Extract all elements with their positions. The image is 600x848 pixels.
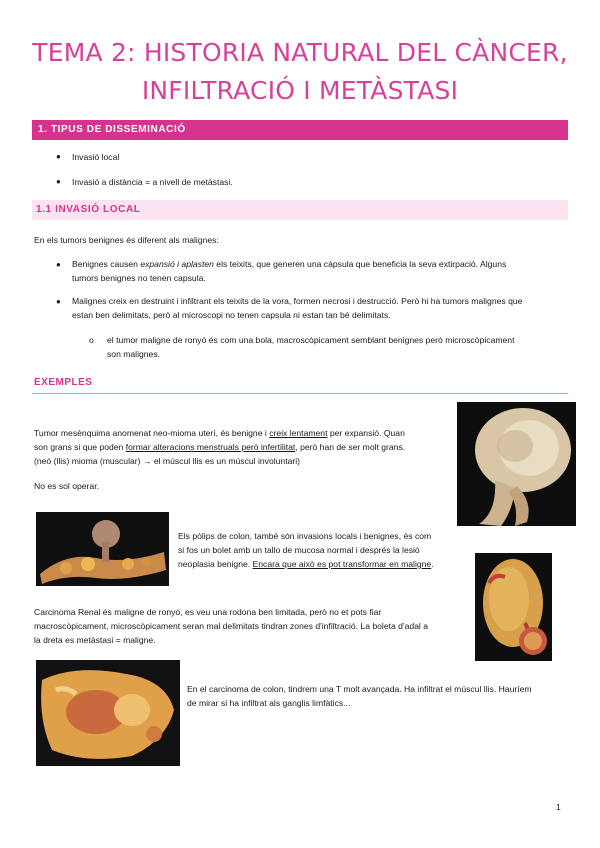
example-polips-text: Els pòlips de colon, també són invasions locals i benignes, és com si fos un bolet amb un tallo de mucosa normal i després la lesió neoplasia benigne. Encara que això es pot transformar en maligne. xyxy=(178,531,434,569)
carcinoma-renal-photo xyxy=(475,553,552,661)
section-heading-invasio-local: 1.1 INVASIÓ LOCAL xyxy=(32,200,568,220)
page-title-line2: INFILTRACIÓ I METÀSTASI xyxy=(141,76,459,105)
sub-bullet-marker: o xyxy=(89,335,94,345)
example-carcinoma-colon-text: En el carcinoma de colon, tindrem una T molt avançada. Ha infiltrat el múscul llis. Hauríem de mirar si ha infiltrat als ganglis limfàtics... xyxy=(187,684,532,708)
bullet-dot: ● xyxy=(56,297,61,306)
bullet-invasio-distancia: Invasió a distància = a nivell de metàstasi. xyxy=(72,177,233,187)
polip-colon-photo xyxy=(36,512,169,586)
sub-bullet-ronyo: el tumor maligne de ronyó és com una bola, macroscòpicament semblant benignes però microscòpicament son malignes. xyxy=(107,335,515,359)
example-mioma-text: Tumor mesènquima anomenat neo-mioma uterí, és benigne i creix lentament per expansió. Quan son grans si que poden formar alteracions menstruals però infertilitat, però han de ser molt grans. (neó (llis) mioma (muscular) → el múscul llis es un múscul involuntari) xyxy=(34,428,406,466)
example-carcinoma-renal-text: Carcinoma Renal és maligne de ronyó, es veu una rodona ben limitada, però no et pots fiar macroscòpicament, microscòpicament seran mal delimitats tindran zones d'infiltració. La boleta d'adal a la dreta es metàstasi = maligne. xyxy=(34,607,429,645)
page-number: 1 xyxy=(556,802,561,812)
bullet-dot: ● xyxy=(56,152,61,161)
bullet-malignes: Malignes creix en destruint i infiltrant els teixits de la vora, formen necrosi i destrucció. Però hi ha tumors malignes que estan ben delimitats, però al microscopi no tenen capsula ni estan tan bé delimitats. xyxy=(72,296,523,320)
section-heading-disseminacio: 1. TIPUS DE DISSEMINACIÓ xyxy=(32,120,568,140)
bullet-invasio-local: Invasió local xyxy=(72,152,120,162)
carcinoma-colon-photo xyxy=(36,660,180,766)
bullet-dot: ● xyxy=(56,177,61,186)
page-title-line1: TEMA 2: HISTORIA NATURAL DEL CÀNCER, xyxy=(32,38,568,67)
examples-heading: EXEMPLES xyxy=(34,377,93,388)
mioma-photo xyxy=(457,402,576,526)
bullet-dot: ● xyxy=(56,260,61,269)
intro-text: En els tumors benignes és diferent als malignes: xyxy=(34,235,219,245)
examples-rule xyxy=(32,393,568,394)
example-no-operar: No es sol operar. xyxy=(34,481,99,491)
bullet-benignes: Benignes causen expansió i aplasten els teixits, que generen una càpsula que beneficia la seva extirpació. Alguns tumors benignes no tenen capsula. xyxy=(72,259,507,283)
